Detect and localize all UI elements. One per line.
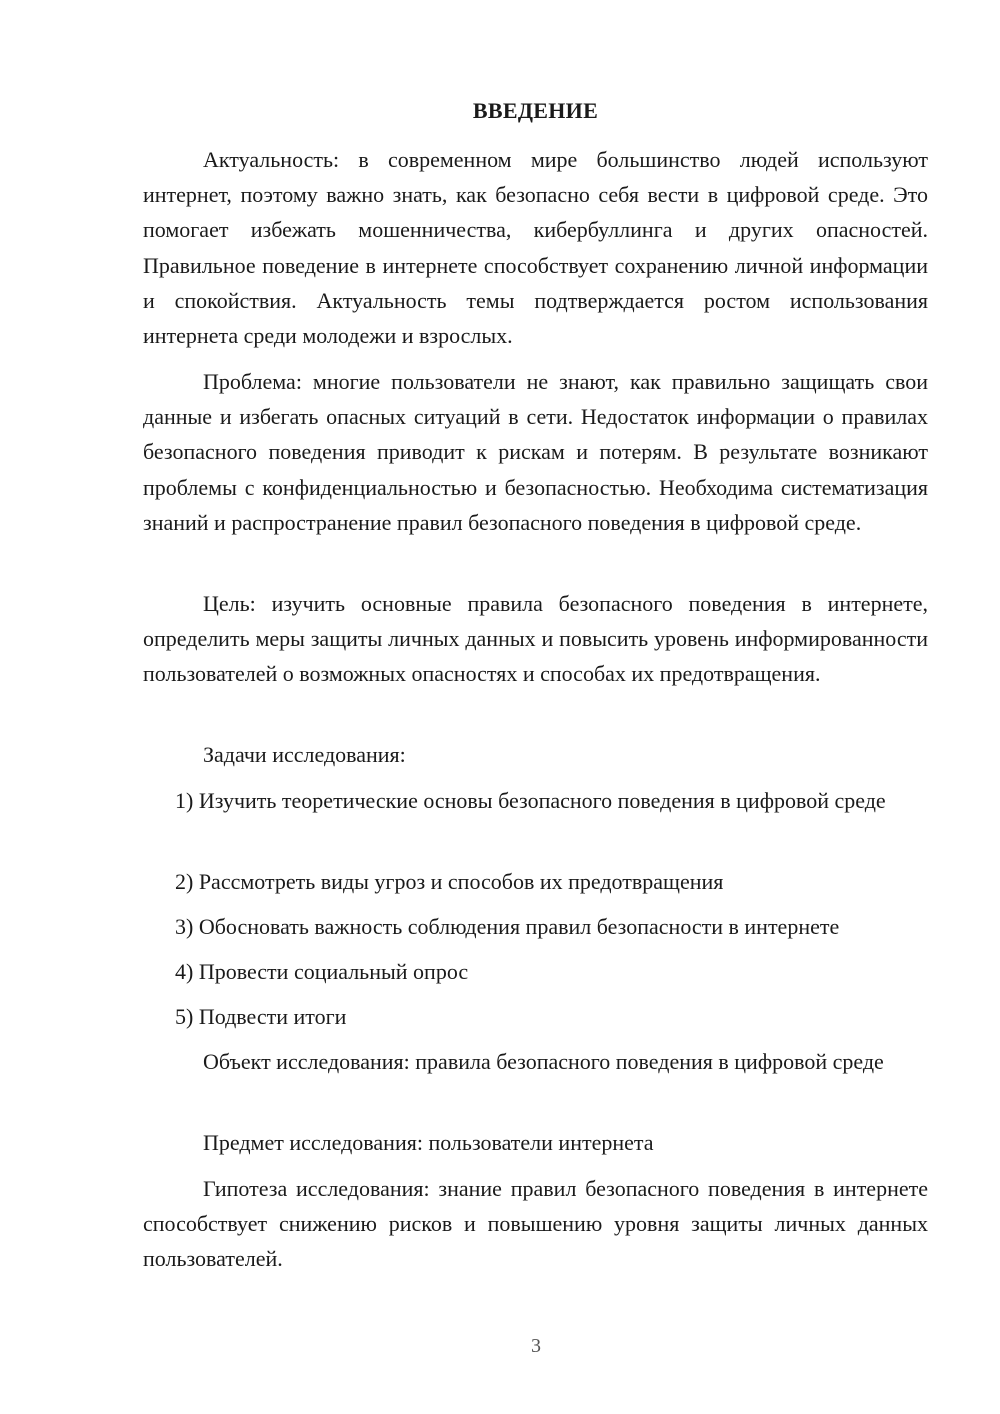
paragraph-goal: Цель: изучить основные правила безопасного поведения в интернете, определить меры защиты личных данных и повысить уровень информированности пользователей о возможных опасностях и способах их предотвращения. [143,591,928,687]
paragraph-object: Объект исследования: правила безопасного поведения в цифровой среде [203,1049,884,1074]
paragraph-hypothesis: Гипотеза исследования: знание правил безопасного поведения в интернете способствует снижению рисков и повышению уровня защиты личных данных пользователей. [143,1176,928,1272]
paragraph-subject: Предмет исследования: пользователи интернета [203,1130,654,1155]
tasks-heading: Задачи исследования: [203,742,406,767]
task-item-4: 4) Провести социальный опрос [175,959,469,984]
task-item-3: 3) Обосновать важность соблюдения правил безопасности в интернете [175,914,840,939]
paragraph-problem: Проблема: многие пользователи не знают, как правильно защищать свои данные и избегать опасных ситуаций в сети. Недостаток информации о правилах безопасного поведения приводит к рискам и потерям. В результате возникают проблемы с конфиденциальностью и безопасностью. Необходима систематизация знаний и распространение правил безопасного поведения в цифровой среде. [143,369,928,535]
task-item-2: 2) Рассмотреть виды угроз и способов их предотвращения [175,869,724,894]
page-title: ВВЕДЕНИЕ [472,98,599,123]
paragraph-relevance: Актуальность: в современном мире большинство людей используют интернет, поэтому важно знать, как безопасно себя вести в цифровой среде. Это помогает избежать мошенничества, кибербуллинга и других опасностей. Правильное поведение в интернете способствует сохранению личной информации и спокойствия. Актуальность темы подтверждается ростом использования интернета среди молодежи и взрослых. [143,147,928,349]
task-item-5: 5) Подвести итоги [175,1004,347,1029]
page-number: 3 [531,1335,541,1357]
task-item-1: 1) Изучить теоретические основы безопасного поведения в цифровой среде [175,788,886,813]
